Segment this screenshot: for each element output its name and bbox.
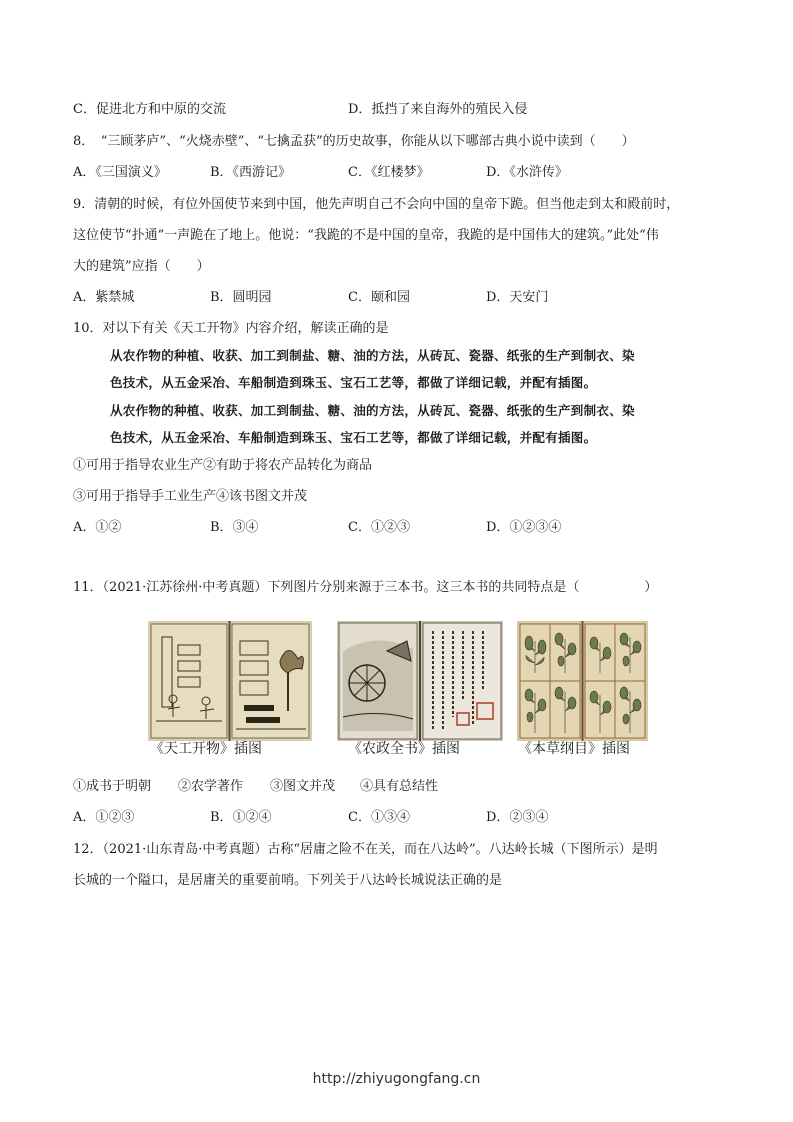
tiangong-kaiwu-illustration xyxy=(148,621,312,741)
q9-option-d: D．天安门 xyxy=(486,290,549,305)
nongzheng-quanshu-illustration xyxy=(337,621,503,741)
q11-item-3: ③图文并茂 xyxy=(270,779,336,794)
q12-line-2: 长城的一个隘口，是居庸关的重要前哨。下列关于八达岭长城说法正确的是 xyxy=(73,873,503,888)
q11-option-a: A．①②③ xyxy=(73,810,135,825)
q10-quote-line-3: 从农作物的种植、收获、加工到制盐、糖、油的方法，从砖瓦、瓷器、纸张的生产到制衣、染 xyxy=(110,403,635,418)
q10-option-b: B．③④ xyxy=(210,520,259,535)
footer-url: http://zhiyugongfang.cn xyxy=(312,1071,481,1087)
q11-option-c: C．①③④ xyxy=(348,810,410,825)
q10-option-c: C．①②③ xyxy=(348,520,410,535)
q9-option-c: C．颐和园 xyxy=(348,290,410,305)
q10-option-a: A．①② xyxy=(73,520,122,535)
q8-option-b: B．《西游记》 xyxy=(210,165,292,180)
tiangong-kaiwu-caption: 《天工开物》插图 xyxy=(150,741,262,757)
q11-item-4: ④具有总结性 xyxy=(360,779,439,794)
q7-option-d: D．抵挡了来自海外的殖民入侵 xyxy=(348,102,528,117)
q10-items-1-2: ①可用于指导农业生产②有助于将农产品转化为商品 xyxy=(73,458,373,473)
q10-quote-line-2: 色技术，从五金采冶、车船制造到珠玉、宝石工艺等，都做了详细记载，并配有插图。 xyxy=(110,375,597,390)
bencao-gangmu-illustration xyxy=(517,621,648,741)
q10-quote-line-1: 从农作物的种植、收获、加工到制盐、糖、油的方法，从砖瓦、瓷器、纸张的生产到制衣、染 xyxy=(110,348,635,363)
q9-option-b: B．圆明园 xyxy=(210,290,272,305)
q8-option-a: A．《三国演义》 xyxy=(73,165,167,180)
q7-option-c: C．促进北方和中原的交流 xyxy=(73,102,226,117)
q10-option-d: D．①②③④ xyxy=(486,520,562,535)
q11-item-2: ②农学著作 xyxy=(178,779,244,794)
q11-item-1: ①成书于明朝 xyxy=(73,779,152,794)
q12-line-1: 12．（2021·山东青岛·中考真题）古称“居庸之险不在关，而在八达岭”。八达岭长城（下图所示）是明 xyxy=(73,842,658,857)
bencao-gangmu-caption: 《本草纲目》插图 xyxy=(518,741,630,757)
q11-option-d: D．②③④ xyxy=(486,810,549,825)
nongzheng-quanshu-caption: 《农政全书》插图 xyxy=(348,741,460,757)
q9-line-3: 大的建筑”应指（ ） xyxy=(73,259,210,274)
q8-option-c: C．《红楼梦》 xyxy=(348,165,430,180)
q10-items-3-4: ③可用于指导手工业生产④该书图文并茂 xyxy=(73,489,308,504)
q9-option-a: A．紫禁城 xyxy=(73,290,135,305)
q9-line-2: 这位使节“扑通”一声跪在了地上。他说：“我跪的不是中国的皇帝，我跪的是中国伟大的建筑。”此处“伟 xyxy=(73,228,659,243)
q11-stem: 11．（2021·江苏徐州·中考真题）下列图片分别来源于三本书。这三本书的共同特点是（ ） xyxy=(73,580,658,595)
q8-stem: 8． “三顾茅庐”、“火烧赤壁”、“七擒孟获”的历史故事，你能从以下哪部古典小说中读到（ ） xyxy=(73,134,635,149)
q11-option-b: B．①②④ xyxy=(210,810,272,825)
q8-option-d: D．《水浒传》 xyxy=(486,165,568,180)
q9-line-1: 9．清朝的时候，有位外国使节来到中国，他先声明自己不会向中国的皇帝下跪。但当他走到太和殿前时， xyxy=(73,197,680,212)
q10-stem: 10．对以下有关《天工开物》内容介绍，解读正确的是 xyxy=(73,321,389,336)
q10-quote-line-4: 色技术，从五金采冶、车船制造到珠玉、宝石工艺等，都做了详细记载，并配有插图。 xyxy=(110,430,597,445)
